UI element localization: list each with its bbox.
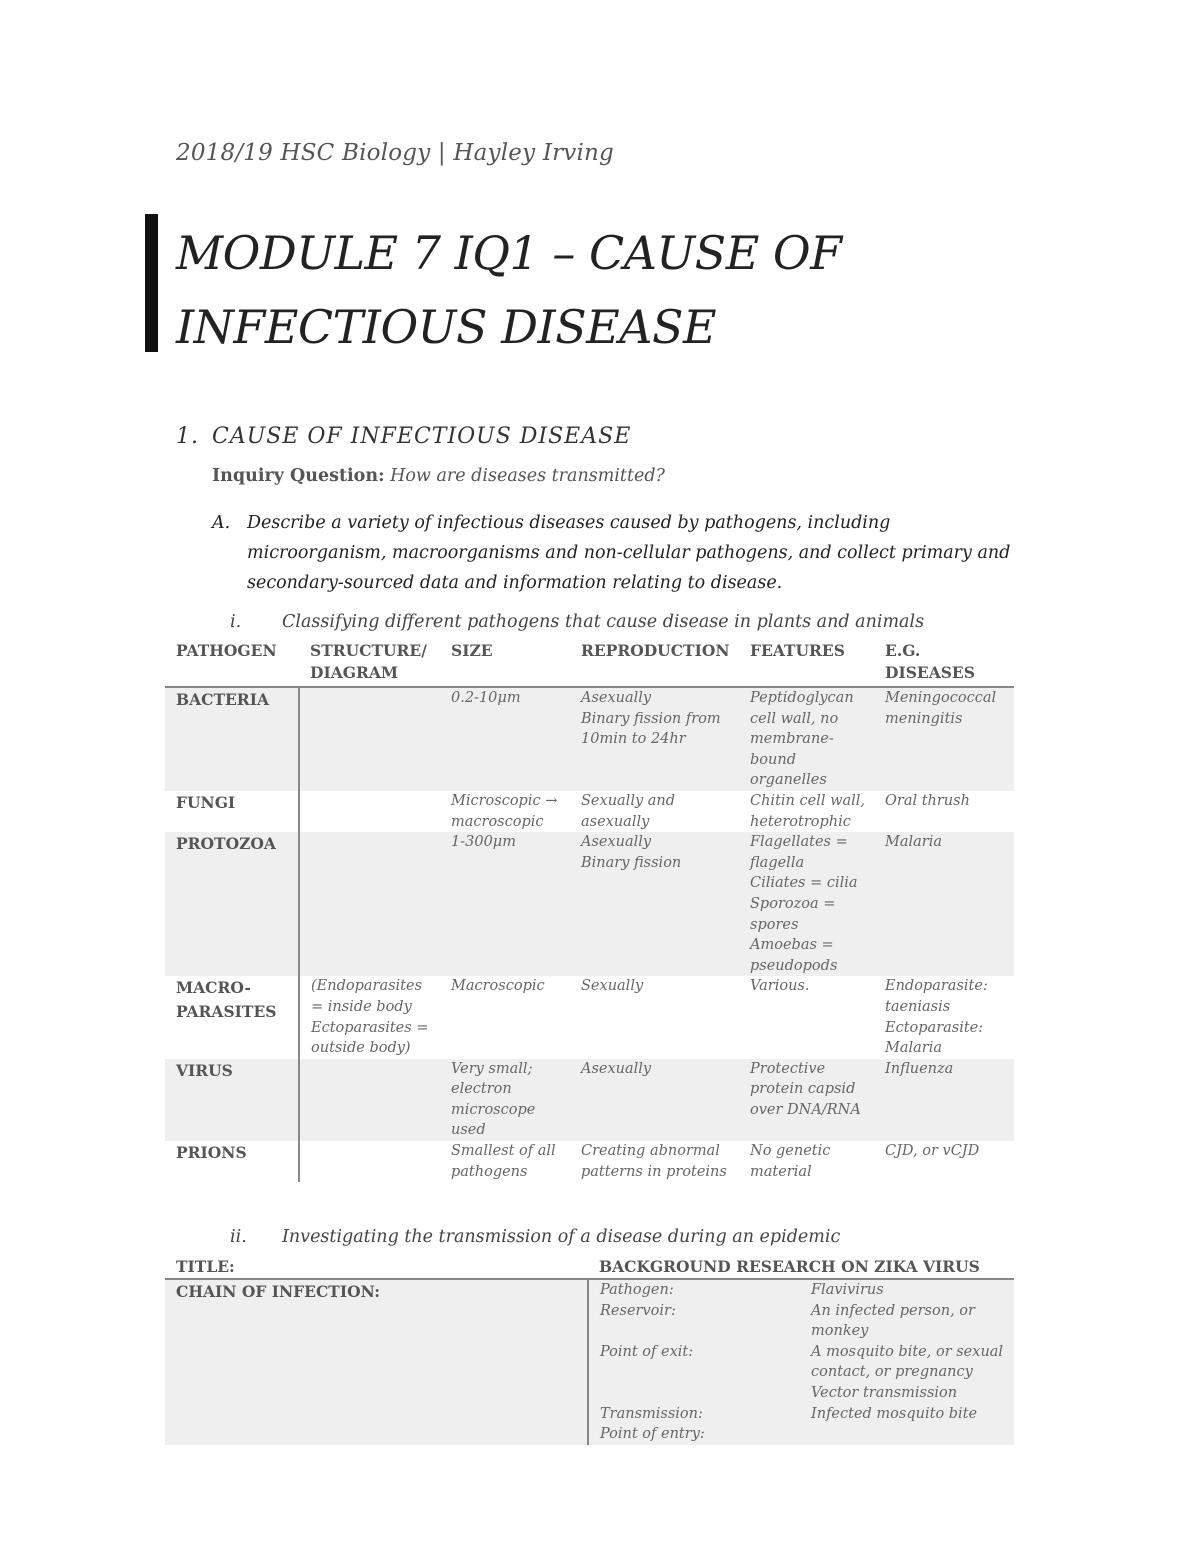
cell-features: Peptidoglycan cell wall, no membrane-bound organelles [739,687,874,791]
cell-reproduction: Creating abnormal patterns in proteins [581,1143,727,1180]
cell-reproduction: Sexually [581,978,644,995]
column-header: E.G. DISEASES [874,640,1014,687]
cell-diseases: Malaria [874,832,1014,976]
part2-heading [230,1227,840,1247]
column-header: PATHOGEN [165,640,299,687]
chain-of-infection-row [165,1279,1014,1445]
table-row [165,832,1014,976]
cell-reproduction: Asexually [570,1059,739,1141]
section-number: 1. [176,424,199,449]
cell-structure [299,1141,440,1182]
cell-diseases: Endoparasite: taeniasis Ectoparasite: Malaria [885,978,988,1057]
chain-item [600,1404,1010,1425]
table-row [165,1141,1014,1182]
outcome-text: Describe a variety of infectious diseases caused by pathogens, including microorganism, macroorganisms and non-cellular pathogens, and collect primary and secondary-sourced data and information relating to disease. [247,513,1011,593]
page-title-line-2: INFECTIOUS DISEASE [176,300,717,354]
chain-value: Infected mosquito bite [811,1405,978,1422]
title-accent-bar [145,214,158,352]
cell-pathogen: BACTERIA [165,687,299,791]
pathogen-table [165,640,1014,1182]
chain-key: Transmission: [600,1405,703,1422]
inquiry-label: Inquiry Question: [212,466,385,486]
cell-features: Protective protein capsid over DNA/RNA [739,1059,874,1141]
outcome-letter: A. [212,513,231,533]
part1-heading-text: Classifying different pathogens that cause disease in plants and animals [282,612,925,632]
page-title-line-1: MODULE 7 IQ1 – CAUSE OF [176,226,842,280]
table-row [165,1059,1014,1141]
cell-pathogen: MACRO-PARASITES [165,976,299,1058]
inquiry-text: How are diseases transmitted? [390,466,665,486]
zika-research-table [165,1256,1014,1445]
section-heading [176,424,631,449]
cell-pathogen: VIRUS [165,1059,299,1141]
chain-item [600,1424,1010,1445]
chain-list [600,1280,1010,1445]
cell-structure [299,1059,440,1141]
chain-key: Point of entry: [600,1426,705,1443]
cell-diseases: Oral thrush [885,792,970,809]
column-header: SIZE [440,640,570,687]
cell-pathogen: PROTOZOA [165,832,299,976]
chain-value: Flavivirus [811,1282,884,1298]
title-label: TITLE: [165,1256,588,1279]
part2-numeral: ii. [230,1227,247,1247]
column-header: FEATURES [739,640,874,687]
chain-value: An infected person, or monkey [811,1302,975,1340]
table-row [165,687,1014,791]
cell-structure [299,687,440,791]
chain-item [600,1342,1010,1404]
column-header: REPRODUCTION [570,640,739,687]
page-title [176,216,1076,364]
chain-item [600,1301,1010,1342]
cell-size: Smallest of all pathogens [451,1143,556,1180]
cell-size: 1-300μm [440,832,570,976]
cell-pathogen: FUNGI [165,791,299,832]
cell-structure: (Endoparasites = inside body Ectoparasites = outside body) [311,978,429,1057]
cell-features: Various. [750,978,810,995]
cell-features: No genetic material [750,1143,831,1180]
section-heading-text: CAUSE OF INFECTIOUS DISEASE [212,424,632,449]
cell-reproduction: Asexually Binary fission from 10min to 24hr [570,687,739,791]
cell-reproduction: Sexually and asexually [581,792,676,830]
cell-structure [299,832,440,976]
cell-features: Flagellates = flagella Ciliates = cilia Sporozoa = spores Amoebas = pseudopods [739,832,874,976]
column-header: STRUCTURE/ DIAGRAM [299,640,440,687]
part2-heading-text: Investigating the transmission of a disease during an epidemic [282,1227,841,1247]
cell-size: Microscopic → macroscopic [451,792,558,830]
cell-size: Very small; electron microscope used [440,1059,570,1141]
chain-label: CHAIN OF INFECTION: [165,1279,588,1445]
cell-diseases: Meningococcal meningitis [874,687,1014,791]
title-value: BACKGROUND RESEARCH ON ZIKA VIRUS [588,1256,1014,1279]
chain-key: Point of exit: [600,1343,694,1360]
inquiry-question [212,466,665,486]
cell-features: Chitin cell wall, heterotrophic [750,792,866,830]
chain-key: Pathogen: [600,1282,674,1298]
syllabus-outcome [212,508,1032,598]
part1-numeral: i. [230,612,242,632]
cell-reproduction: Asexually Binary fission [570,832,739,976]
table-row [165,791,1014,832]
chain-value [811,1424,1010,1445]
chain-details [588,1279,1014,1445]
cell-size: 0.2-10μm [440,687,570,791]
chain-value: A mosquito bite, or sexual contact, or pregnancy Vector transmission [811,1343,1004,1401]
cell-structure [299,791,440,832]
document-header: 2018/19 HSC Biology | Hayley Irving [176,140,614,166]
cell-diseases: Influenza [874,1059,1014,1141]
zika-table-header [165,1256,1014,1279]
pathogen-table-header [165,640,1014,687]
table-row [165,976,1014,1058]
chain-key: Reservoir: [600,1302,676,1319]
chain-item [600,1280,1010,1301]
cell-size: Macroscopic [451,978,545,995]
cell-diseases: CJD, or vCJD [885,1143,980,1160]
cell-pathogen: PRIONS [165,1141,299,1182]
part1-heading [230,612,924,632]
